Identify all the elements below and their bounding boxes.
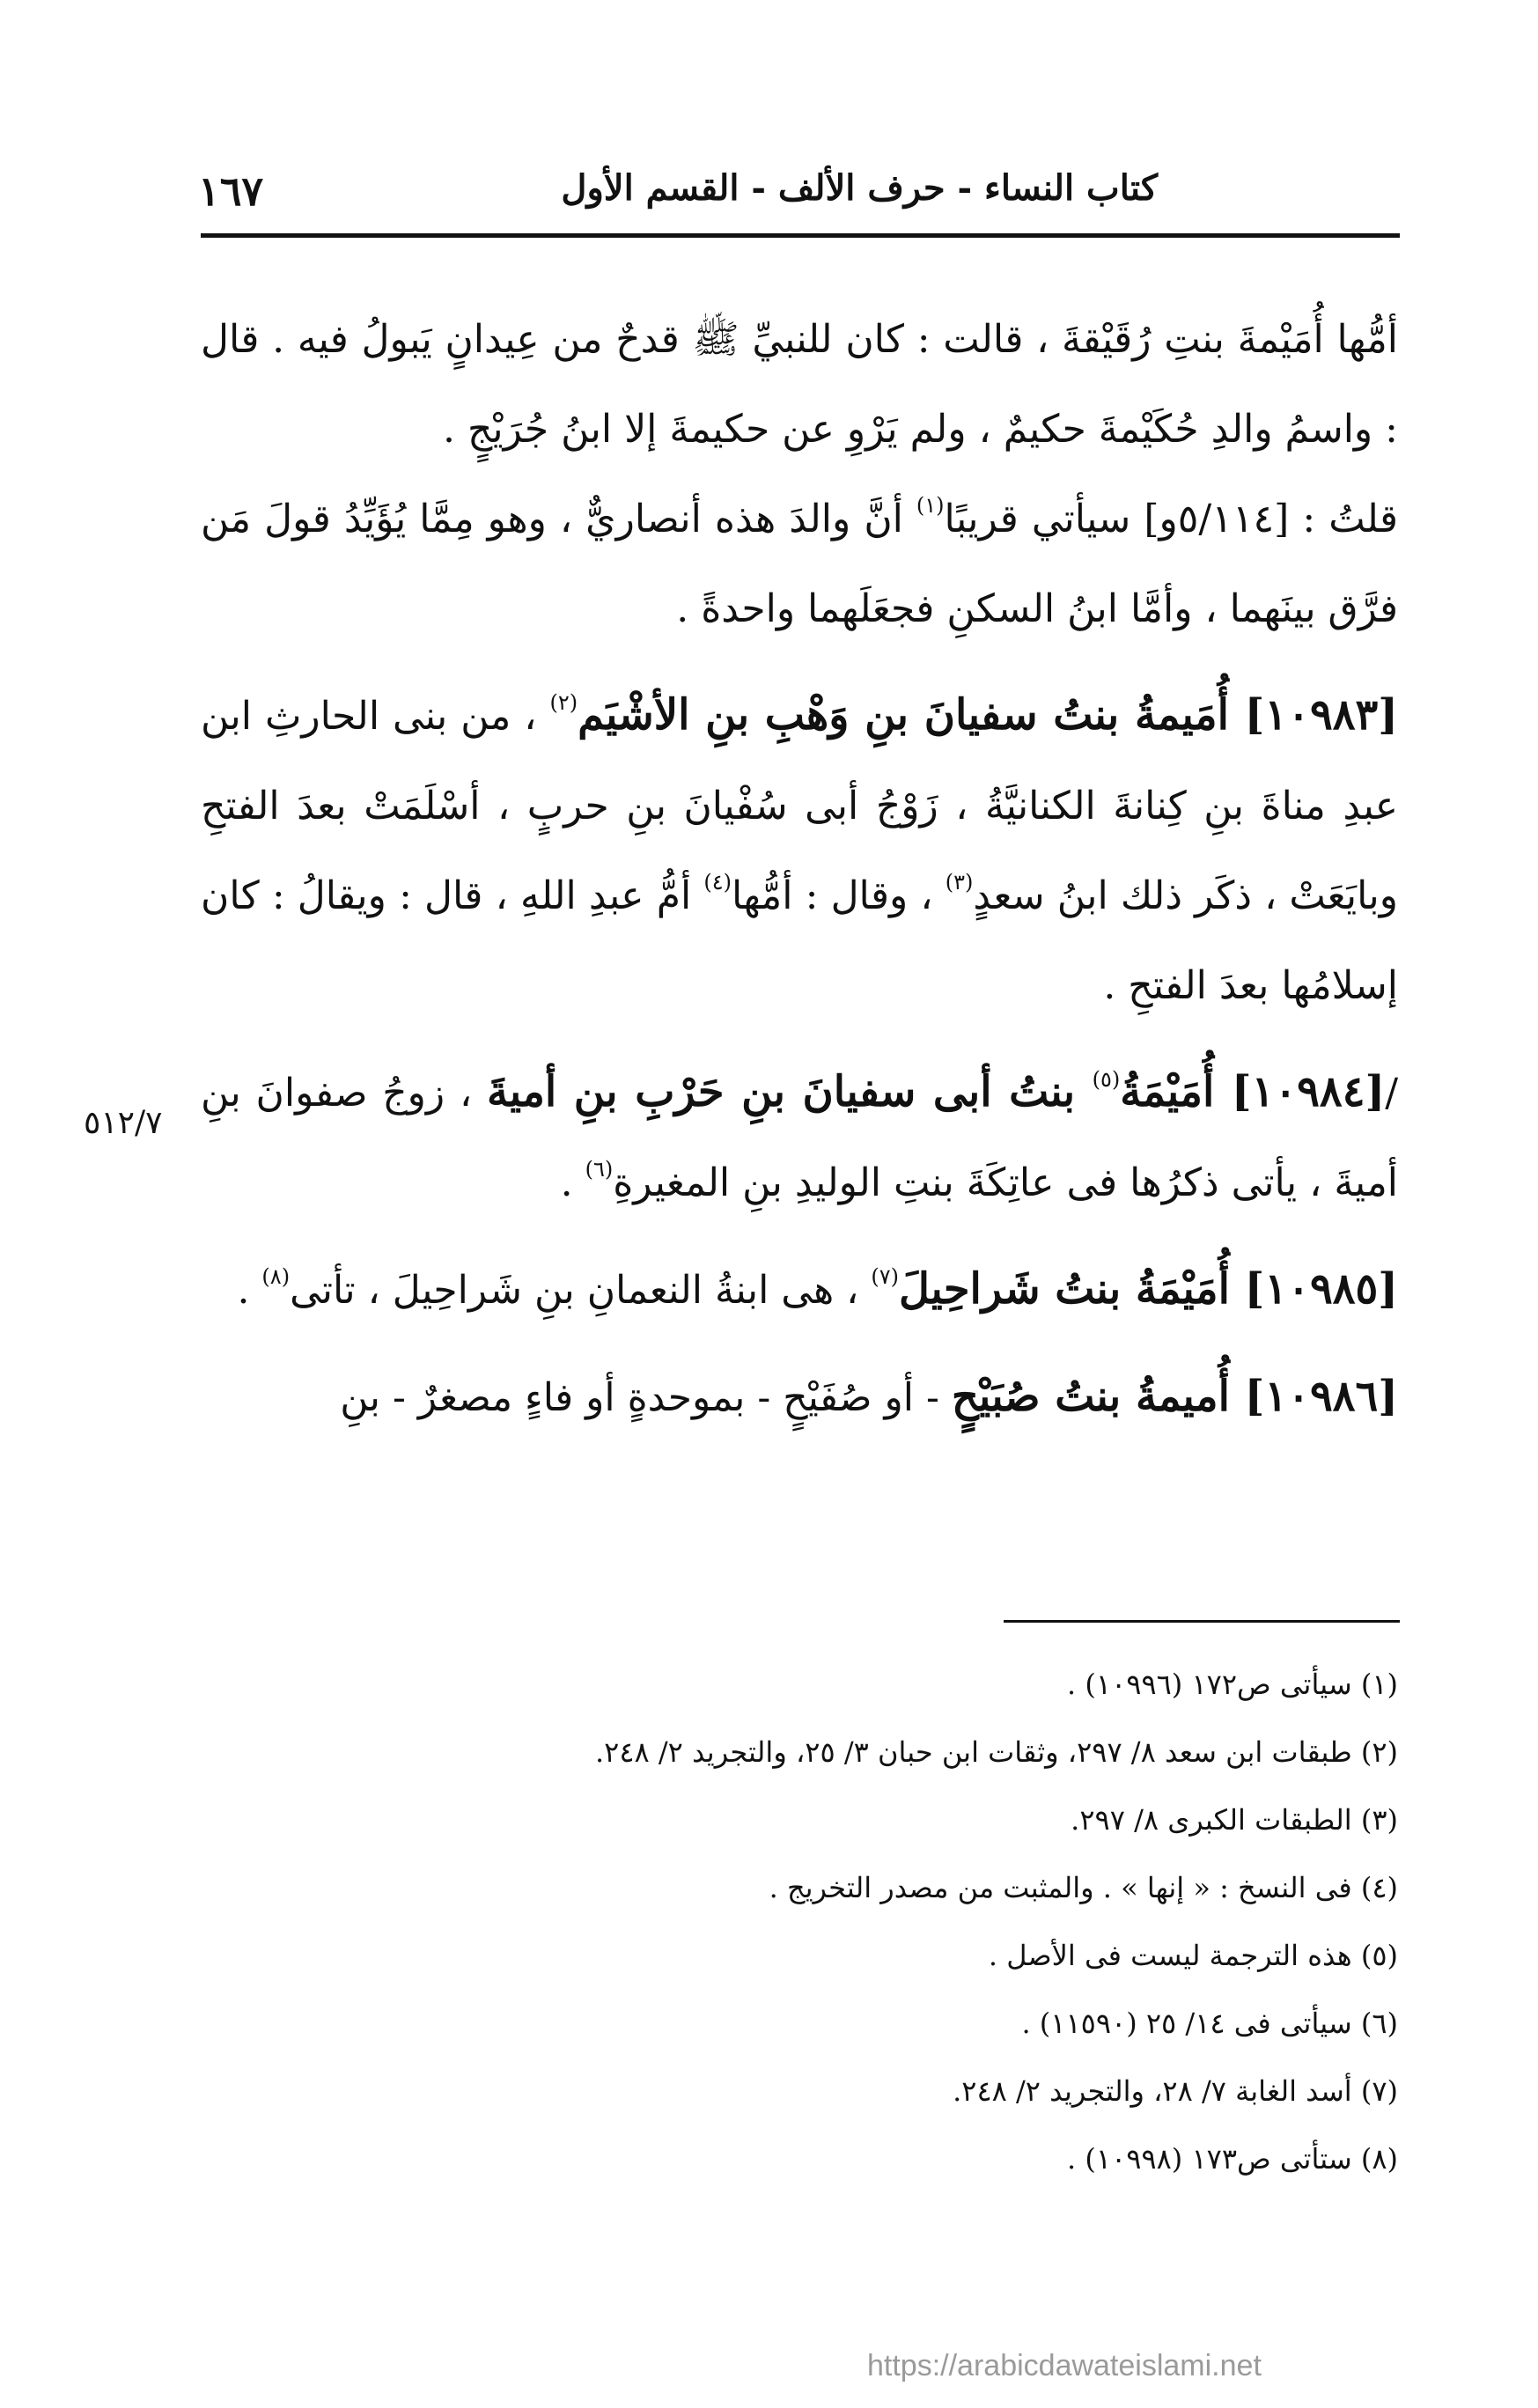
entry-heading: [١٠٩٨٥] أُمَيْمَةُ بنتُ شَراحِيلَ xyxy=(898,1264,1398,1314)
footnote-ref-3[interactable]: (٣) xyxy=(945,870,974,895)
footnotes xyxy=(201,1651,1398,2193)
footnote-ref-6[interactable]: (٦) xyxy=(585,1157,614,1182)
entry-heading: [١٠٩٨٦] أُميمةُ بنتُ صُبَيْحٍ xyxy=(951,1372,1398,1421)
entry-10985: [١٠٩٨٥] أُمَيْمَةُ بنتُ شَراحِيلَ$^{(٧)}$ ، هى ابنةُ النعمانِ بنِ شَراحِيلَ ، تأتى$^{(٨)}$ . xyxy=(237,1264,1398,1314)
footnote-5: (٥) هذه الترجمة ليست فى الأصل . xyxy=(988,1939,1398,1972)
footnote-1: (١) سيأتى ص١٧٢ (١٠٩٩٦) . xyxy=(1067,1668,1398,1701)
entry-10984: /[١٠٩٨٤] أُمَيْمَةُ$^{(٥)}$ بنتُ أبى سفيانَ بنِ حَرْبِ بنِ أميةَ ، زوجُ صفوانَ بنِ أميةَ ، يأتى ذكرُها فى عاتِكَةَ بنتِ الوليدِ بنِ المغيرةِ$^{(٦)}$ . xyxy=(201,1067,1399,1205)
footnote-rule xyxy=(1004,1620,1400,1623)
header-rule xyxy=(201,233,1400,238)
entry-heading-cont: بنتُ أبى سفيانَ بنِ حَرْبِ بنِ أميةَ xyxy=(486,1067,1093,1116)
margin-reference: ٥١٢/٧ xyxy=(84,1105,163,1141)
footnote-ref-2[interactable]: (٢) xyxy=(549,690,578,715)
footnote-3: (٣) الطبقات الكبرى ٨/ ٢٩٧. xyxy=(1071,1803,1398,1837)
entry-heading: [١٠٩٨٣] أُمَيمةُ بنتُ سفيانَ بنِ وَهْبِ بنِ الأشْيَم xyxy=(578,690,1399,740)
footnote-7: (٧) أسد الغابة ٧/ ٢٨، والتجريد ٢/ ٢٤٨. xyxy=(953,2074,1398,2108)
watermark-url: https://arabicdawateislami.net xyxy=(867,2349,1262,2382)
header-title: كتاب النساء - حرف الألف - القسم الأول xyxy=(561,167,1158,209)
entry-10986: [١٠٩٨٦] أُميمةُ بنتُ صُبَيْحٍ - أو صُفَيْحٍ - بموحدةٍ أو فاءٍ مصغرٌ - بنِ xyxy=(340,1372,1398,1421)
entry-10983: [١٠٩٨٣] أُمَيمةُ بنتُ سفيانَ بنِ وَهْبِ بنِ الأشْيَم$^{(٢)}$ ، من بنى الحارثِ ابن عبدِ مناةَ بنِ كِنانةَ الكنانيَّةُ ، زَوْجُ أبى سُفْيانَ بنِ حربٍ ، أسْلَمَتْ بعدَ الفتحِ وبايَعَتْ ، ذكَر ذلك ابنُ سعدٍ$^{(٣)}$ ، وقال : أمُّها$^{(٤)}$ أمُّ عبدِ اللهِ ، قال : ويقالُ : كان إسلامُها بعدَ الفتحِ . xyxy=(201,690,1399,1008)
footnote-ref-4[interactable]: (٤) xyxy=(703,870,732,895)
footnote-8: (٨) ستأتى ص١٧٣ (١٠٩٩٨) . xyxy=(1067,2142,1398,2176)
paragraph-2: قلتُ : [٥/١١٤و] سيأتي قريبًا$^{(١)}$ أنَّ والدَ هذه أنصاريٌّ ، وهو مِمَّا يُؤَيِّدُ قولَ مَن فرَّق بينَهما ، وأمَّا ابنُ السكنِ فجعَلَهما واحدةً . xyxy=(201,493,1398,631)
footnote-ref-5[interactable]: (٥) xyxy=(1092,1067,1121,1092)
footnote-ref-7[interactable]: (٧) xyxy=(871,1264,899,1289)
page-number: ١٦٧ xyxy=(198,167,264,215)
footnote-2: (٢) طبقات ابن سعد ٨/ ٢٩٧، وثقات ابن حبان ٣/ ٢٥، والتجريد ٢/ ٢٤٨. xyxy=(594,1735,1398,1769)
running-header xyxy=(198,167,1404,229)
entry-heading: [١٠٩٨٤] أُمَيْمَةُ xyxy=(1120,1067,1386,1116)
main-text xyxy=(201,295,1398,1443)
paragraph-1: أمُّها أُمَيْمةَ بنتِ رُقَيْقةَ ، قالت : كان للنبيِّ ﷺ قدحٌ من عِيدانٍ يَبولُ فيه . قال : واسمُ والدِ حُكَيْمةَ حكيمٌ ، ولم يَرْوِ عن حكيمةَ إلا ابنُ جُرَيْجٍ . xyxy=(201,317,1398,452)
footnote-ref-1[interactable]: (١) xyxy=(916,493,945,518)
footnote-ref-8[interactable]: (٨) xyxy=(261,1264,291,1289)
footnote-4: (٤) فى النسخ : « إنها » . والمثبت من مصدر التخريج . xyxy=(769,1871,1398,1904)
footnote-6: (٦) سيأتى فى ١٤/ ٢٥ (١١٥٩٠) . xyxy=(1021,2007,1398,2040)
